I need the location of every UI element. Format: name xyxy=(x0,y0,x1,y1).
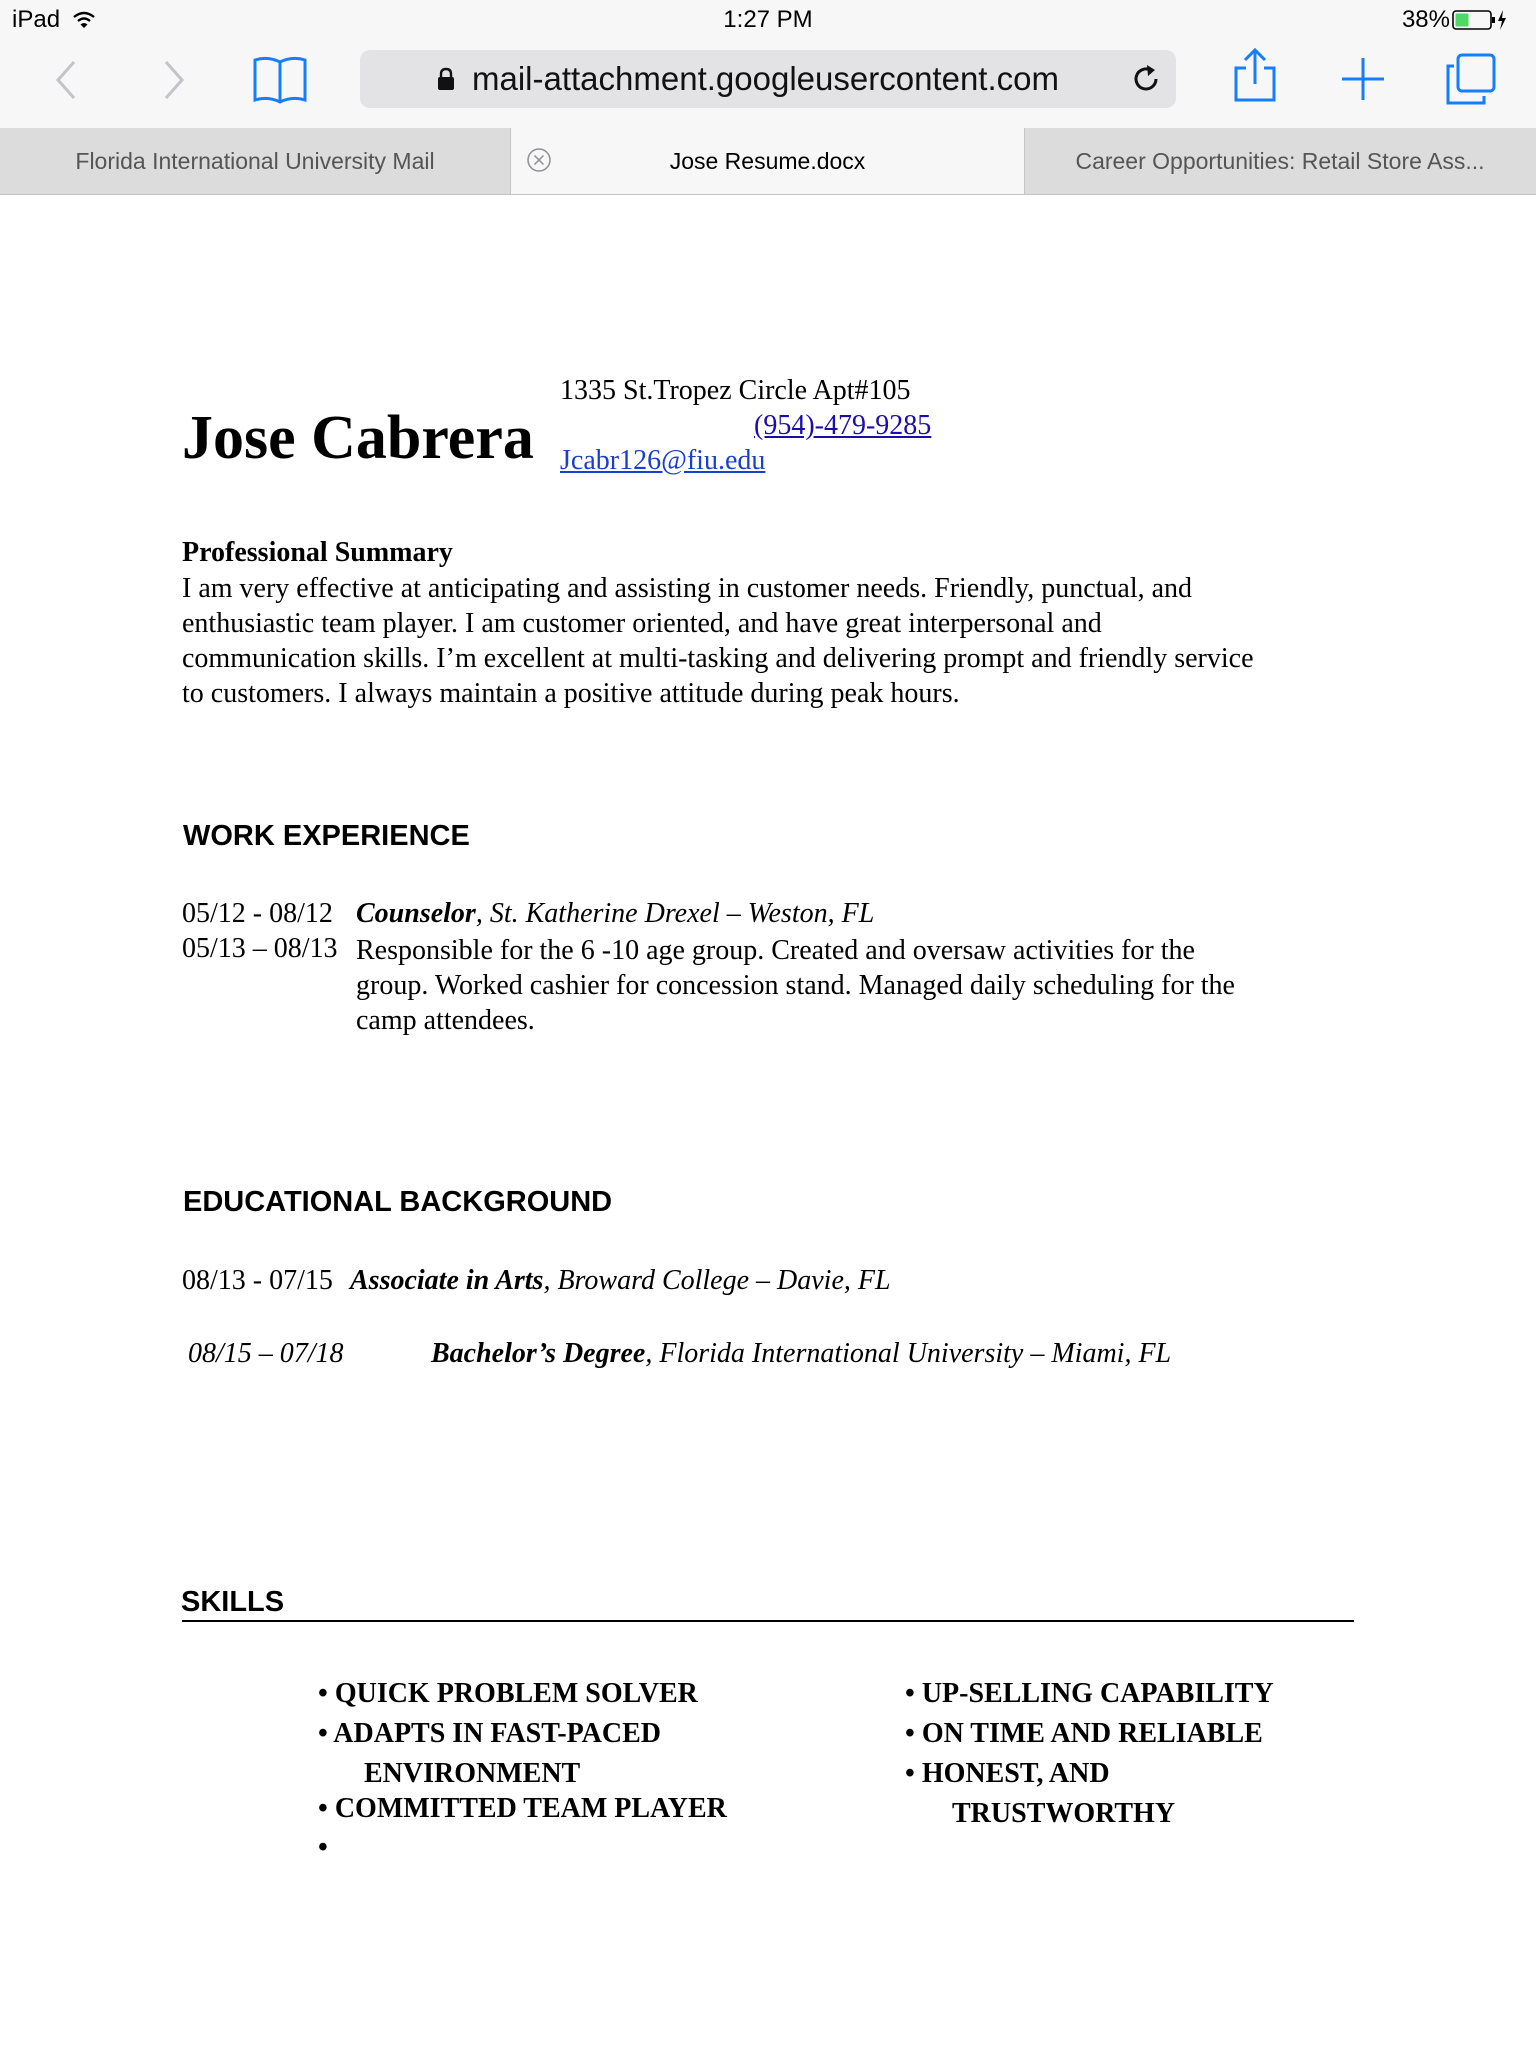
education-degree: Associate in Arts xyxy=(350,1265,544,1296)
browser-toolbar xyxy=(0,40,1536,128)
device-label: iPad xyxy=(12,6,61,33)
tab-label: Jose Resume.docx xyxy=(669,148,866,174)
work-description-line: group. Worked cashier for concession stand. Managed daily scheduling for the xyxy=(356,970,1235,1001)
battery-percent: 38% xyxy=(1401,6,1450,33)
skill-continuation: TRUSTWORTHY xyxy=(952,1798,1176,1829)
skill-item xyxy=(905,1678,1274,1710)
bookmarks-icon[interactable] xyxy=(252,54,308,106)
status-bar xyxy=(0,0,1536,40)
education-degree: Bachelor’s Degree xyxy=(431,1338,646,1369)
resume-address: 1335 St.Tropez Circle Apt#105 xyxy=(560,375,911,406)
tab-bar xyxy=(0,128,1536,195)
education-school: , Florida International University – Miami, FL xyxy=(645,1338,1172,1369)
skill-item xyxy=(318,1718,661,1750)
forward-icon[interactable] xyxy=(162,58,186,102)
education-school: , Broward College – Davie, FL xyxy=(543,1265,891,1296)
education-heading: EDUCATIONAL BACKGROUND xyxy=(183,1186,613,1218)
bullet: • xyxy=(318,1793,328,1824)
back-icon[interactable] xyxy=(54,58,78,102)
skills-divider xyxy=(182,1620,1354,1622)
tab-label: Florida International University Mail xyxy=(75,148,435,174)
url-text: mail-attachment.googleusercontent.com xyxy=(472,60,1059,97)
resume-document xyxy=(0,195,1536,2048)
education-entry-2 xyxy=(431,1338,1171,1370)
tab-career-opportunities[interactable] xyxy=(1024,128,1536,194)
skill-label: COMMITTED TEAM PLAYER xyxy=(334,1793,727,1824)
tab-label: Career Opportunities: Retail Store Ass... xyxy=(1075,148,1485,174)
resume-email-link[interactable]: Jcabr126@fiu.edu xyxy=(560,445,766,476)
work-date-1: 05/12 - 08/12 xyxy=(182,898,333,929)
bullet: • xyxy=(905,1758,915,1789)
skill-continuation: ENVIRONMENT xyxy=(364,1758,581,1789)
bullet: • xyxy=(905,1678,915,1709)
work-description-line: Responsible for the 6 -10 age group. Created and oversaw activities for the xyxy=(356,935,1195,966)
work-description xyxy=(356,933,1235,1038)
share-icon[interactable] xyxy=(1232,48,1278,104)
bullet: • xyxy=(905,1718,915,1749)
resume-phone-link[interactable]: (954)-479-9285 xyxy=(754,410,932,441)
skills-heading: SKILLS xyxy=(181,1586,285,1618)
skill-item xyxy=(905,1718,1263,1750)
work-employer: , St. Katherine Drexel – Weston, FL xyxy=(475,898,875,929)
summary-heading: Professional Summary xyxy=(182,537,453,568)
work-description-line: camp attendees. xyxy=(356,1005,535,1036)
summary-line: I am very effective at anticipating and assisting in customer needs. Friendly, punctual, and xyxy=(182,573,1193,604)
status-time: 1:27 PM xyxy=(723,6,813,33)
tab-jose-resume[interactable] xyxy=(511,128,1024,194)
new-tab-icon[interactable] xyxy=(1340,56,1386,102)
summary-line: enthusiastic team player. I am customer oriented, and have great interpersonal and xyxy=(182,608,1102,639)
skill-label: UP-SELLING CAPABILITY xyxy=(921,1678,1274,1709)
skill-item xyxy=(318,1793,727,1825)
skill-label: QUICK PROBLEM SOLVER xyxy=(334,1678,698,1709)
work-title-line xyxy=(356,898,874,930)
bullet: • xyxy=(318,1832,328,1863)
skill-label: ON TIME AND RELIABLE xyxy=(921,1718,1263,1749)
address-bar[interactable] xyxy=(360,50,1176,108)
tab-fiu-mail[interactable] xyxy=(0,128,510,194)
bullet: • xyxy=(318,1718,328,1749)
education-entry-1 xyxy=(350,1265,891,1297)
battery-charging-icon xyxy=(1452,9,1508,31)
education-dates-1: 08/13 - 07/15 xyxy=(182,1265,333,1296)
skill-label: HONEST, AND xyxy=(921,1758,1110,1789)
skill-item-empty xyxy=(318,1832,328,1864)
education-dates-2 xyxy=(188,1338,344,1370)
bullet: • xyxy=(318,1678,328,1709)
skill-item xyxy=(905,1758,1110,1790)
close-tab-icon[interactable] xyxy=(527,148,551,172)
summary-line: communication skills. I’m excellent at multi-tasking and delivering prompt and friendly service xyxy=(182,643,1254,674)
lock-icon xyxy=(436,67,456,91)
summary-line: to customers. I always maintain a positive attitude during peak hours. xyxy=(182,678,960,709)
skill-item xyxy=(318,1678,698,1710)
tabs-overview-icon[interactable] xyxy=(1444,52,1498,106)
work-role: Counselor xyxy=(356,898,476,929)
skill-label: ADAPTS IN FAST-PACED xyxy=(333,1718,662,1749)
reload-icon[interactable] xyxy=(1130,63,1162,95)
work-date-2: 05/13 – 08/13 xyxy=(182,933,338,964)
resume-name: Jose Cabrera xyxy=(182,404,534,472)
work-experience-heading: WORK EXPERIENCE xyxy=(183,820,470,852)
education-dates: 08/15 – 07/18 xyxy=(188,1338,344,1369)
summary-text xyxy=(182,571,1362,711)
